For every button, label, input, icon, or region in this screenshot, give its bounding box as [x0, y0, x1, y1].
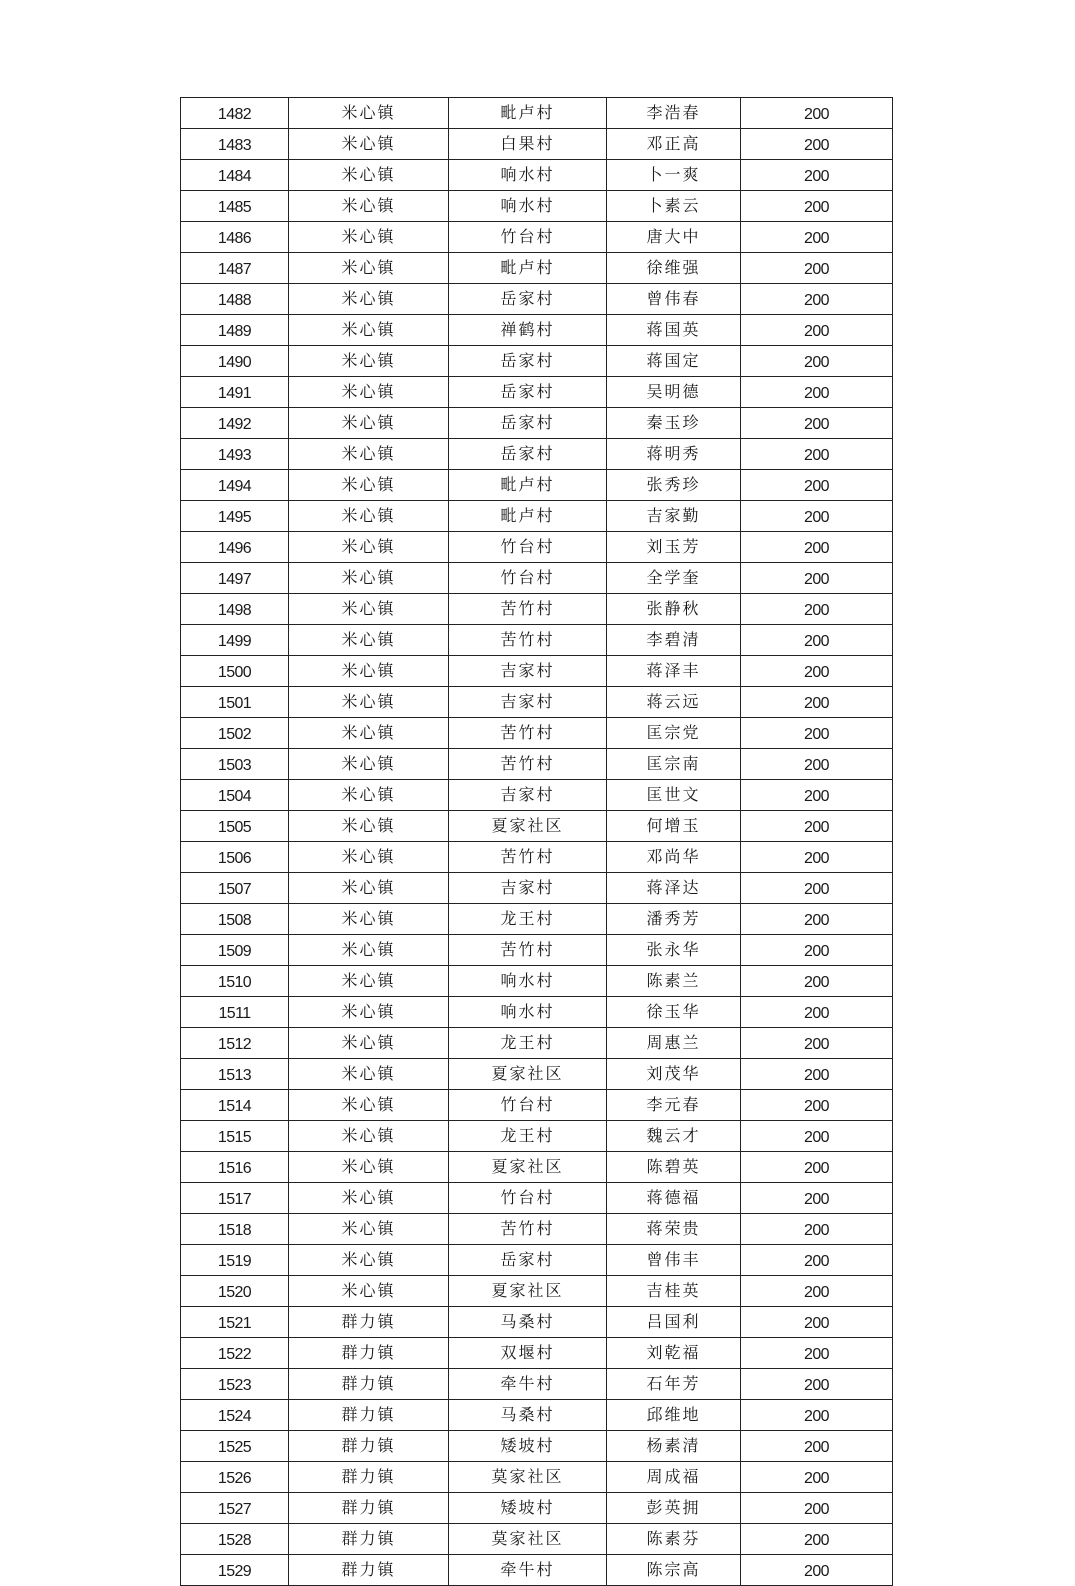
cell-village: 矮坡村 — [449, 1431, 607, 1462]
cell-amount: 200 — [741, 935, 893, 966]
cell-person-name: 蒋德福 — [607, 1183, 741, 1214]
cell-amount: 200 — [741, 1555, 893, 1586]
cell-village: 竹台村 — [449, 1090, 607, 1121]
cell-serial-number: 1512 — [181, 1028, 289, 1059]
cell-town: 米心镇 — [289, 1214, 449, 1245]
cell-amount: 200 — [741, 129, 893, 160]
cell-serial-number: 1521 — [181, 1307, 289, 1338]
cell-person-name: 石年芳 — [607, 1369, 741, 1400]
cell-person-name: 李碧清 — [607, 625, 741, 656]
cell-village: 岳家村 — [449, 1245, 607, 1276]
cell-person-name: 周惠兰 — [607, 1028, 741, 1059]
cell-town: 米心镇 — [289, 1028, 449, 1059]
cell-town: 米心镇 — [289, 222, 449, 253]
cell-serial-number: 1522 — [181, 1338, 289, 1369]
cell-person-name: 匡世文 — [607, 780, 741, 811]
cell-person-name: 蒋泽丰 — [607, 656, 741, 687]
cell-amount: 200 — [741, 346, 893, 377]
roster-table — [180, 97, 893, 1586]
cell-village: 牵牛村 — [449, 1369, 607, 1400]
cell-amount: 200 — [741, 532, 893, 563]
cell-town: 米心镇 — [289, 1276, 449, 1307]
cell-amount: 200 — [741, 997, 893, 1028]
cell-person-name: 李元春 — [607, 1090, 741, 1121]
cell-person-name: 蒋泽达 — [607, 873, 741, 904]
cell-serial-number: 1517 — [181, 1183, 289, 1214]
cell-town: 米心镇 — [289, 1121, 449, 1152]
cell-serial-number: 1515 — [181, 1121, 289, 1152]
cell-amount: 200 — [741, 501, 893, 532]
cell-person-name: 张永华 — [607, 935, 741, 966]
cell-person-name: 陈宗高 — [607, 1555, 741, 1586]
cell-town: 米心镇 — [289, 873, 449, 904]
cell-person-name: 卜一爽 — [607, 160, 741, 191]
cell-village: 毗卢村 — [449, 253, 607, 284]
cell-town: 米心镇 — [289, 594, 449, 625]
cell-village: 莫家社区 — [449, 1524, 607, 1555]
cell-town: 群力镇 — [289, 1524, 449, 1555]
cell-person-name: 吴明德 — [607, 377, 741, 408]
cell-village: 毗卢村 — [449, 470, 607, 501]
cell-town: 米心镇 — [289, 997, 449, 1028]
cell-village: 苦竹村 — [449, 842, 607, 873]
table-row — [181, 315, 893, 346]
cell-town: 米心镇 — [289, 780, 449, 811]
cell-serial-number: 1491 — [181, 377, 289, 408]
cell-amount: 200 — [741, 842, 893, 873]
roster-table-body — [181, 98, 893, 1586]
cell-village: 竹台村 — [449, 222, 607, 253]
cell-town: 米心镇 — [289, 377, 449, 408]
cell-town: 米心镇 — [289, 315, 449, 346]
cell-amount: 200 — [741, 749, 893, 780]
cell-serial-number: 1486 — [181, 222, 289, 253]
table-row — [181, 656, 893, 687]
cell-person-name: 吉桂英 — [607, 1276, 741, 1307]
cell-serial-number: 1500 — [181, 656, 289, 687]
cell-town: 米心镇 — [289, 501, 449, 532]
cell-village: 夏家社区 — [449, 1059, 607, 1090]
table-row — [181, 1524, 893, 1555]
cell-amount: 200 — [741, 439, 893, 470]
cell-amount: 200 — [741, 1090, 893, 1121]
table-row — [181, 191, 893, 222]
cell-village: 白果村 — [449, 129, 607, 160]
cell-serial-number: 1526 — [181, 1462, 289, 1493]
cell-person-name: 邓尚华 — [607, 842, 741, 873]
cell-village: 毗卢村 — [449, 98, 607, 129]
cell-serial-number: 1509 — [181, 935, 289, 966]
cell-serial-number: 1501 — [181, 687, 289, 718]
cell-town: 米心镇 — [289, 191, 449, 222]
cell-town: 米心镇 — [289, 1090, 449, 1121]
table-row — [181, 966, 893, 997]
cell-serial-number: 1510 — [181, 966, 289, 997]
cell-village: 岳家村 — [449, 377, 607, 408]
cell-village: 苦竹村 — [449, 594, 607, 625]
cell-town: 群力镇 — [289, 1493, 449, 1524]
cell-serial-number: 1525 — [181, 1431, 289, 1462]
table-row — [181, 1462, 893, 1493]
cell-amount: 200 — [741, 563, 893, 594]
cell-serial-number: 1482 — [181, 98, 289, 129]
cell-town: 群力镇 — [289, 1431, 449, 1462]
cell-serial-number: 1519 — [181, 1245, 289, 1276]
cell-person-name: 彭英拥 — [607, 1493, 741, 1524]
cell-person-name: 杨素清 — [607, 1431, 741, 1462]
cell-serial-number: 1511 — [181, 997, 289, 1028]
cell-serial-number: 1484 — [181, 160, 289, 191]
cell-village: 响水村 — [449, 966, 607, 997]
cell-amount: 200 — [741, 284, 893, 315]
cell-village: 苦竹村 — [449, 718, 607, 749]
cell-person-name: 张静秋 — [607, 594, 741, 625]
cell-serial-number: 1508 — [181, 904, 289, 935]
cell-town: 群力镇 — [289, 1307, 449, 1338]
cell-town: 米心镇 — [289, 656, 449, 687]
cell-serial-number: 1516 — [181, 1152, 289, 1183]
cell-town: 米心镇 — [289, 1245, 449, 1276]
cell-serial-number: 1504 — [181, 780, 289, 811]
cell-person-name: 刘乾福 — [607, 1338, 741, 1369]
table-row — [181, 222, 893, 253]
cell-serial-number: 1513 — [181, 1059, 289, 1090]
cell-amount: 200 — [741, 253, 893, 284]
cell-village: 禅鹤村 — [449, 315, 607, 346]
table-row — [181, 625, 893, 656]
cell-town: 米心镇 — [289, 1059, 449, 1090]
cell-serial-number: 1496 — [181, 532, 289, 563]
cell-serial-number: 1495 — [181, 501, 289, 532]
cell-amount: 200 — [741, 377, 893, 408]
cell-village: 竹台村 — [449, 1183, 607, 1214]
cell-town: 米心镇 — [289, 904, 449, 935]
cell-person-name: 徐玉华 — [607, 997, 741, 1028]
cell-town: 米心镇 — [289, 284, 449, 315]
cell-village: 苦竹村 — [449, 625, 607, 656]
table-row — [181, 501, 893, 532]
cell-amount: 200 — [741, 1245, 893, 1276]
cell-serial-number: 1503 — [181, 749, 289, 780]
cell-town: 米心镇 — [289, 532, 449, 563]
cell-amount: 200 — [741, 222, 893, 253]
cell-serial-number: 1494 — [181, 470, 289, 501]
table-row — [181, 873, 893, 904]
cell-village: 马桑村 — [449, 1307, 607, 1338]
cell-serial-number: 1498 — [181, 594, 289, 625]
cell-amount: 200 — [741, 408, 893, 439]
table-row — [181, 1400, 893, 1431]
cell-person-name: 蒋荣贵 — [607, 1214, 741, 1245]
cell-town: 群力镇 — [289, 1462, 449, 1493]
cell-person-name: 邱维地 — [607, 1400, 741, 1431]
table-row — [181, 563, 893, 594]
cell-amount: 200 — [741, 811, 893, 842]
cell-person-name: 陈碧英 — [607, 1152, 741, 1183]
cell-serial-number: 1487 — [181, 253, 289, 284]
cell-village: 响水村 — [449, 191, 607, 222]
cell-amount: 200 — [741, 718, 893, 749]
cell-amount: 200 — [741, 687, 893, 718]
cell-serial-number: 1489 — [181, 315, 289, 346]
cell-village: 岳家村 — [449, 408, 607, 439]
cell-village: 苦竹村 — [449, 1214, 607, 1245]
cell-town: 群力镇 — [289, 1400, 449, 1431]
cell-serial-number: 1488 — [181, 284, 289, 315]
table-row — [181, 718, 893, 749]
cell-village: 响水村 — [449, 160, 607, 191]
cell-amount: 200 — [741, 966, 893, 997]
cell-village: 岳家村 — [449, 346, 607, 377]
cell-person-name: 卜素云 — [607, 191, 741, 222]
cell-village: 苦竹村 — [449, 749, 607, 780]
cell-town: 米心镇 — [289, 842, 449, 873]
cell-person-name: 张秀珍 — [607, 470, 741, 501]
cell-person-name: 蒋国英 — [607, 315, 741, 346]
cell-town: 米心镇 — [289, 966, 449, 997]
cell-town: 米心镇 — [289, 470, 449, 501]
cell-person-name: 陈素兰 — [607, 966, 741, 997]
cell-person-name: 吕国利 — [607, 1307, 741, 1338]
cell-village: 苦竹村 — [449, 935, 607, 966]
table-row — [181, 377, 893, 408]
cell-serial-number: 1514 — [181, 1090, 289, 1121]
table-row — [181, 1090, 893, 1121]
cell-person-name: 蒋明秀 — [607, 439, 741, 470]
cell-village: 夏家社区 — [449, 811, 607, 842]
cell-amount: 200 — [741, 904, 893, 935]
table-row — [181, 811, 893, 842]
table-row — [181, 1059, 893, 1090]
cell-amount: 200 — [741, 873, 893, 904]
table-row — [181, 1152, 893, 1183]
cell-serial-number: 1497 — [181, 563, 289, 594]
cell-village: 牵牛村 — [449, 1555, 607, 1586]
table-row — [181, 1214, 893, 1245]
cell-village: 矮坡村 — [449, 1493, 607, 1524]
cell-person-name: 刘玉芳 — [607, 532, 741, 563]
cell-amount: 200 — [741, 780, 893, 811]
cell-amount: 200 — [741, 160, 893, 191]
cell-amount: 200 — [741, 98, 893, 129]
cell-serial-number: 1523 — [181, 1369, 289, 1400]
table-row — [181, 749, 893, 780]
cell-town: 米心镇 — [289, 160, 449, 191]
table-row — [181, 408, 893, 439]
cell-serial-number: 1520 — [181, 1276, 289, 1307]
table-row — [181, 1245, 893, 1276]
cell-village: 龙王村 — [449, 1121, 607, 1152]
cell-village: 岳家村 — [449, 439, 607, 470]
cell-serial-number: 1502 — [181, 718, 289, 749]
table-row — [181, 1338, 893, 1369]
cell-amount: 200 — [741, 470, 893, 501]
cell-person-name: 李浩春 — [607, 98, 741, 129]
table-row — [181, 253, 893, 284]
table-row — [181, 1121, 893, 1152]
table-row — [181, 1028, 893, 1059]
table-row — [181, 160, 893, 191]
cell-serial-number: 1528 — [181, 1524, 289, 1555]
table-row — [181, 1307, 893, 1338]
cell-town: 群力镇 — [289, 1369, 449, 1400]
cell-village: 龙王村 — [449, 904, 607, 935]
table-row — [181, 346, 893, 377]
cell-person-name: 徐维强 — [607, 253, 741, 284]
cell-town: 米心镇 — [289, 718, 449, 749]
cell-serial-number: 1527 — [181, 1493, 289, 1524]
table-row — [181, 594, 893, 625]
cell-town: 米心镇 — [289, 408, 449, 439]
cell-amount: 200 — [741, 1524, 893, 1555]
cell-amount: 200 — [741, 315, 893, 346]
cell-person-name: 潘秀芳 — [607, 904, 741, 935]
cell-village: 双堰村 — [449, 1338, 607, 1369]
cell-village: 马桑村 — [449, 1400, 607, 1431]
cell-village: 龙王村 — [449, 1028, 607, 1059]
cell-person-name: 何增玉 — [607, 811, 741, 842]
cell-town: 米心镇 — [289, 129, 449, 160]
cell-town: 米心镇 — [289, 749, 449, 780]
cell-person-name: 唐大中 — [607, 222, 741, 253]
cell-amount: 200 — [741, 1183, 893, 1214]
cell-amount: 200 — [741, 625, 893, 656]
cell-town: 米心镇 — [289, 811, 449, 842]
cell-serial-number: 1518 — [181, 1214, 289, 1245]
cell-amount: 200 — [741, 1121, 893, 1152]
cell-village: 夏家社区 — [449, 1276, 607, 1307]
cell-village: 岳家村 — [449, 284, 607, 315]
cell-serial-number: 1505 — [181, 811, 289, 842]
table-row — [181, 532, 893, 563]
cell-serial-number: 1490 — [181, 346, 289, 377]
cell-town: 米心镇 — [289, 346, 449, 377]
cell-amount: 200 — [741, 1214, 893, 1245]
cell-town: 米心镇 — [289, 1152, 449, 1183]
cell-amount: 200 — [741, 1493, 893, 1524]
cell-village: 莫家社区 — [449, 1462, 607, 1493]
cell-amount: 200 — [741, 1400, 893, 1431]
cell-amount: 200 — [741, 191, 893, 222]
table-row — [181, 470, 893, 501]
table-row — [181, 842, 893, 873]
cell-village: 响水村 — [449, 997, 607, 1028]
cell-amount: 200 — [741, 1276, 893, 1307]
table-row — [181, 1431, 893, 1462]
cell-person-name: 全学奎 — [607, 563, 741, 594]
cell-serial-number: 1499 — [181, 625, 289, 656]
cell-amount: 200 — [741, 1369, 893, 1400]
cell-serial-number: 1493 — [181, 439, 289, 470]
cell-amount: 200 — [741, 1059, 893, 1090]
cell-village: 毗卢村 — [449, 501, 607, 532]
cell-town: 米心镇 — [289, 687, 449, 718]
cell-town: 群力镇 — [289, 1555, 449, 1586]
table-row — [181, 129, 893, 160]
table-row — [181, 997, 893, 1028]
cell-town: 米心镇 — [289, 625, 449, 656]
cell-serial-number: 1529 — [181, 1555, 289, 1586]
cell-person-name: 魏云才 — [607, 1121, 741, 1152]
cell-amount: 200 — [741, 1338, 893, 1369]
cell-village: 吉家村 — [449, 656, 607, 687]
table-row — [181, 1369, 893, 1400]
cell-person-name: 周成福 — [607, 1462, 741, 1493]
table-row — [181, 1276, 893, 1307]
cell-person-name: 匡宗党 — [607, 718, 741, 749]
cell-serial-number: 1483 — [181, 129, 289, 160]
cell-amount: 200 — [741, 1028, 893, 1059]
cell-village: 吉家村 — [449, 873, 607, 904]
cell-town: 米心镇 — [289, 1183, 449, 1214]
table-row — [181, 780, 893, 811]
cell-person-name: 蒋国定 — [607, 346, 741, 377]
cell-person-name: 邓正高 — [607, 129, 741, 160]
cell-serial-number: 1506 — [181, 842, 289, 873]
table-row — [181, 284, 893, 315]
table-row — [181, 687, 893, 718]
cell-town: 米心镇 — [289, 563, 449, 594]
cell-person-name: 曾伟丰 — [607, 1245, 741, 1276]
cell-amount: 200 — [741, 1152, 893, 1183]
cell-village: 吉家村 — [449, 780, 607, 811]
cell-amount: 200 — [741, 1307, 893, 1338]
cell-person-name: 陈素芬 — [607, 1524, 741, 1555]
cell-serial-number: 1507 — [181, 873, 289, 904]
table-row — [181, 98, 893, 129]
table-row — [181, 904, 893, 935]
cell-person-name: 吉家勤 — [607, 501, 741, 532]
table-row — [181, 935, 893, 966]
table-row — [181, 1183, 893, 1214]
cell-village: 吉家村 — [449, 687, 607, 718]
cell-town: 群力镇 — [289, 1338, 449, 1369]
cell-person-name: 刘茂华 — [607, 1059, 741, 1090]
table-row — [181, 1555, 893, 1586]
cell-town: 米心镇 — [289, 935, 449, 966]
cell-town: 米心镇 — [289, 253, 449, 284]
cell-town: 米心镇 — [289, 98, 449, 129]
cell-person-name: 曾伟春 — [607, 284, 741, 315]
cell-person-name: 秦玉珍 — [607, 408, 741, 439]
cell-serial-number: 1485 — [181, 191, 289, 222]
cell-serial-number: 1492 — [181, 408, 289, 439]
cell-amount: 200 — [741, 656, 893, 687]
table-row — [181, 439, 893, 470]
cell-village: 夏家社区 — [449, 1152, 607, 1183]
cell-person-name: 匡宗南 — [607, 749, 741, 780]
cell-amount: 200 — [741, 594, 893, 625]
cell-village: 竹台村 — [449, 563, 607, 594]
cell-serial-number: 1524 — [181, 1400, 289, 1431]
cell-village: 竹台村 — [449, 532, 607, 563]
cell-amount: 200 — [741, 1431, 893, 1462]
cell-amount: 200 — [741, 1462, 893, 1493]
cell-town: 米心镇 — [289, 439, 449, 470]
cell-person-name: 蒋云远 — [607, 687, 741, 718]
